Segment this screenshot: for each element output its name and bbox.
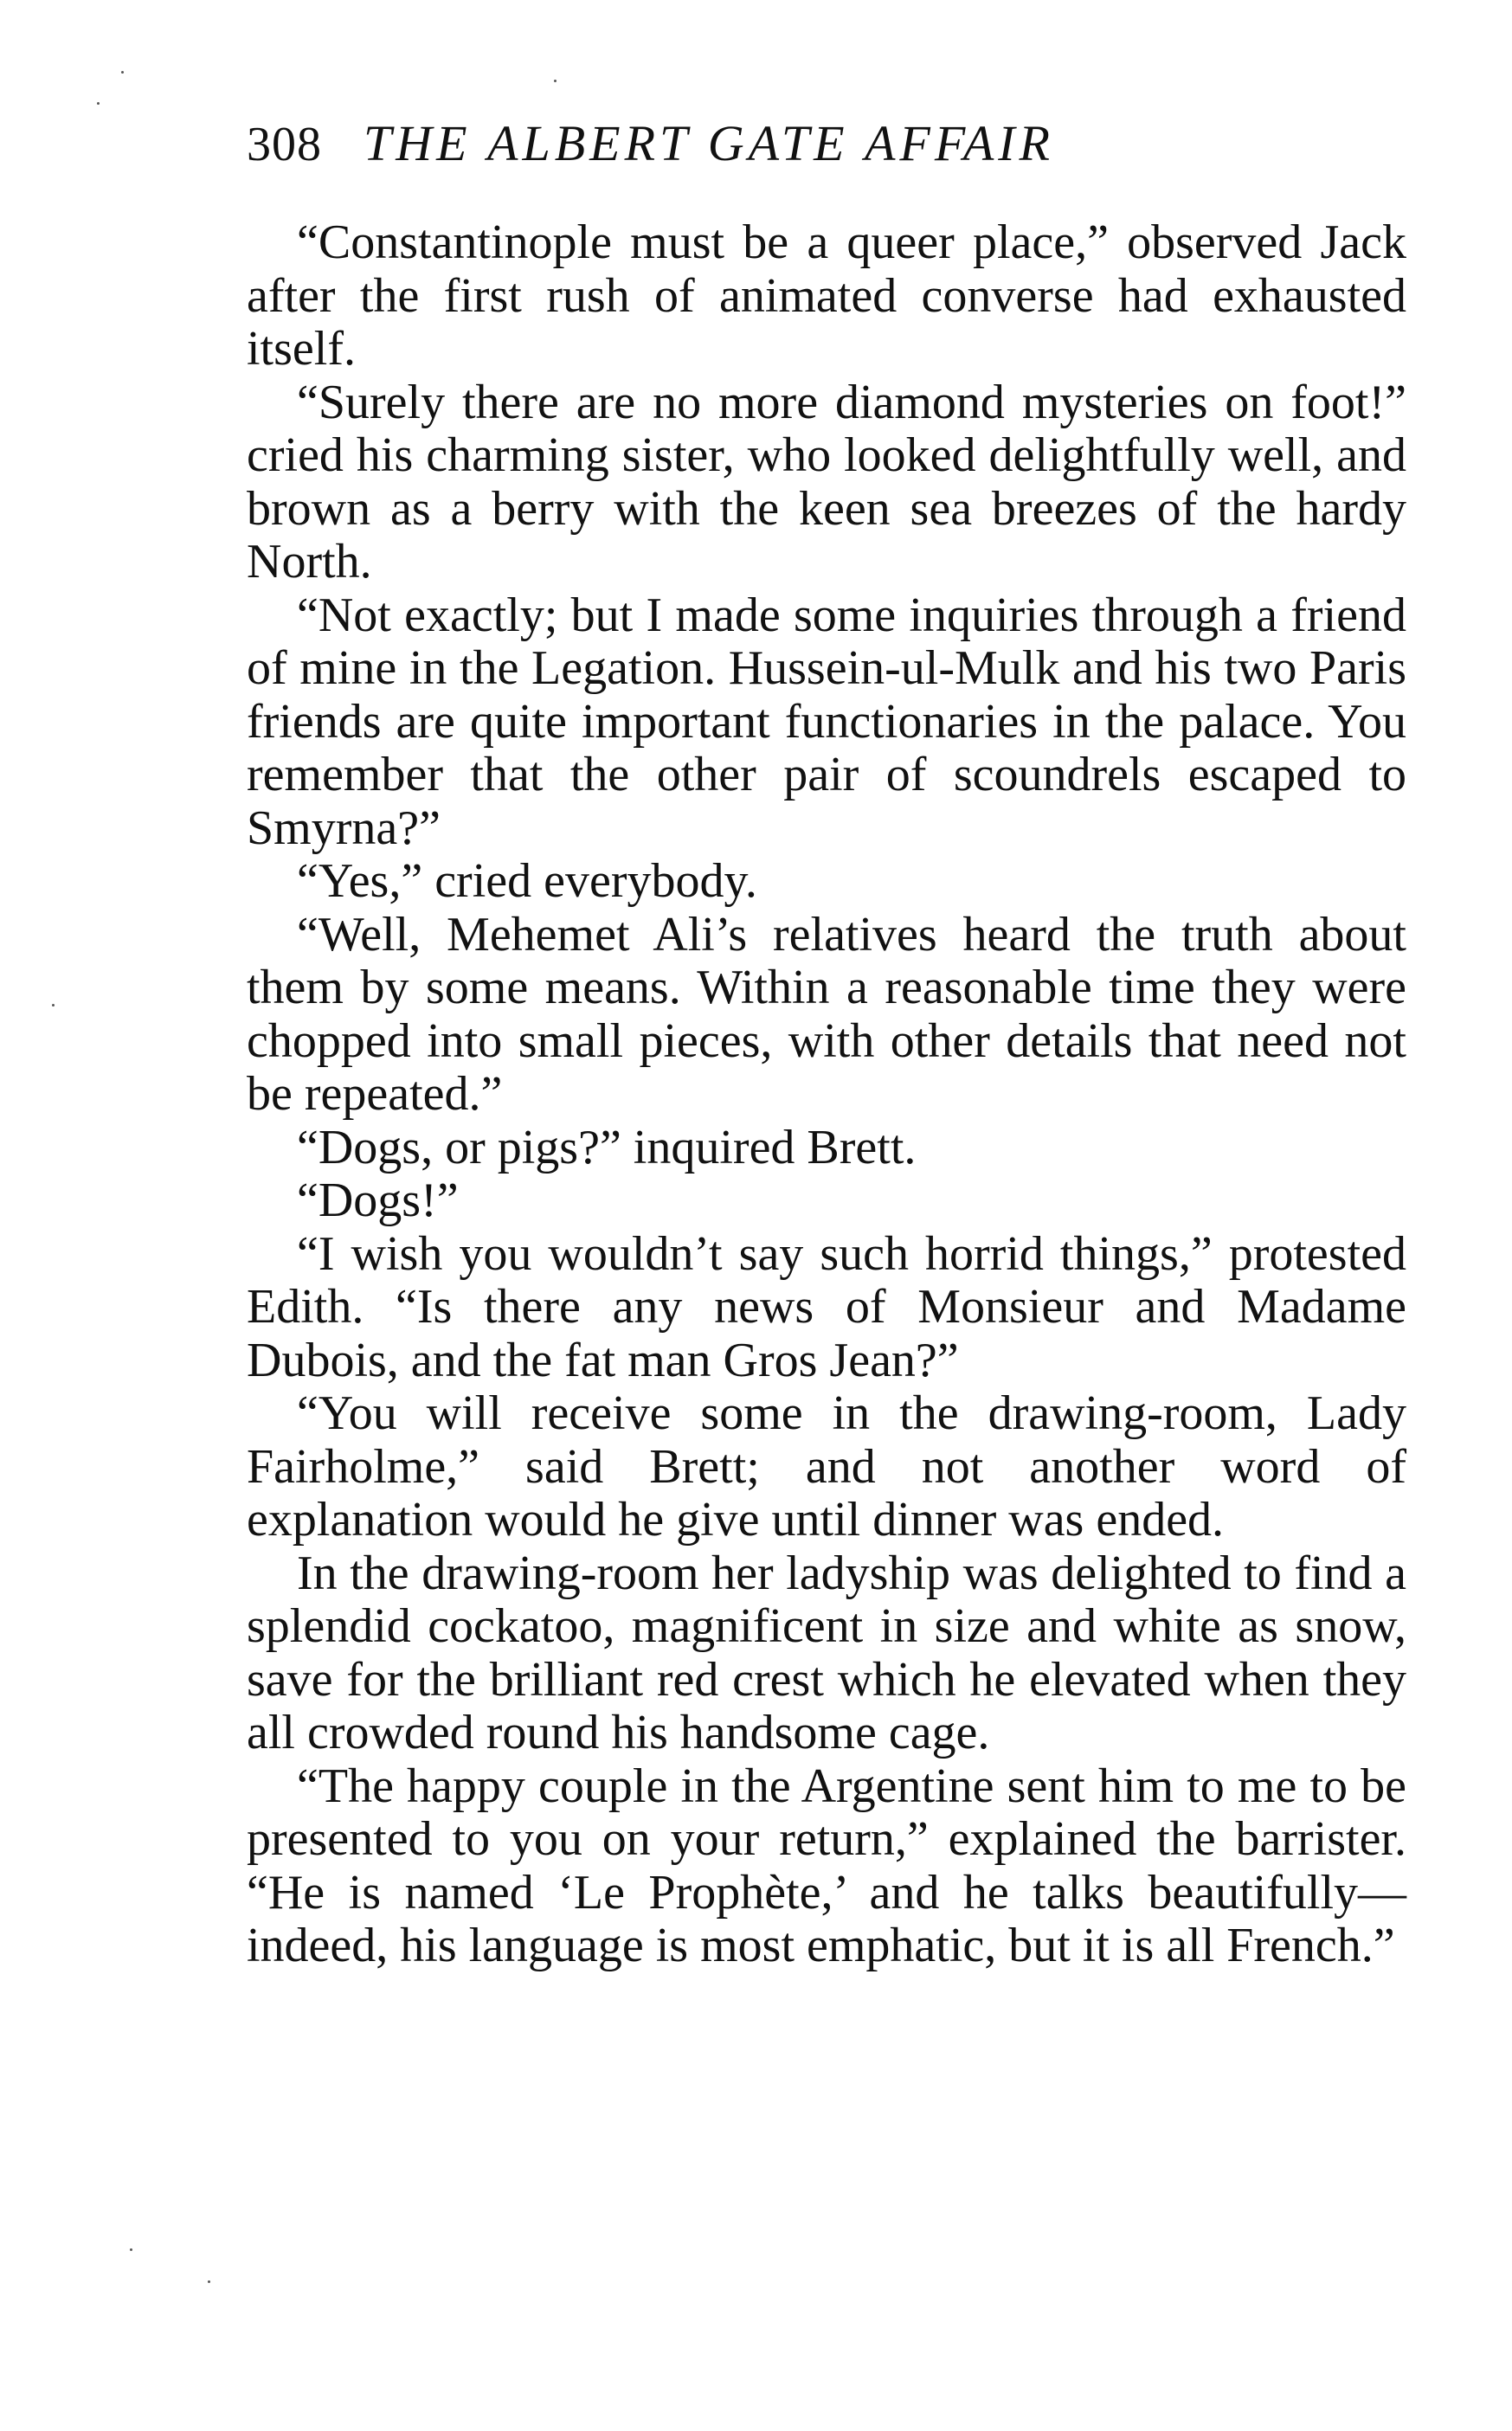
paragraph: In the drawing-room her ladyship was delighted to find a splendid cockatoo, magnificent in size and white as snow, save for the brilliant red crest which he elevated when they all crowded round his handsome cage. <box>247 1546 1406 1759</box>
scan-speck <box>554 80 557 82</box>
paragraph: “Dogs!” <box>297 1174 459 1227</box>
paragraph: “Surely there are no more diamond mysteries on foot!” cried his charming sister, who looked delightfully well, and brown as a berry with the keen sea breezes of the hardy North. <box>247 375 1406 588</box>
paragraph: “You will receive some in the drawing-room, Lady Fairholme,” said Brett; and not another word of explanation would he give until dinner was ended. <box>247 1386 1406 1547</box>
scan-speck <box>130 2248 132 2251</box>
paragraph: “I wish you wouldn’t say such horrid things,” protested Edith. “Is there any news of Monsieur and Madame Dubois, and the fat man Gros Jean?” <box>247 1226 1406 1387</box>
running-title: THE ALBERT GATE AFFAIR <box>364 115 1054 171</box>
paragraph: “The happy couple in the Argentine sent him to me to be presented to you on your return,” explained the barrister. “He is named ‘Le Prophète,’ and he talks beautifully—indeed, his language is most emphatic, but it is all French.” <box>247 1759 1406 1972</box>
scan-speck <box>208 2280 210 2283</box>
scan-speck <box>97 102 100 105</box>
paragraph: “Dogs, or pigs?” inquired Brett. <box>297 1120 917 1174</box>
page-number: 308 <box>247 118 322 171</box>
paragraph: “Well, Mehemet Ali’s relatives heard the truth about them by some means. Within a reasonable time they were chopped into small pieces, with other details that need not be repeated.” <box>247 907 1406 1121</box>
scan-speck <box>121 71 124 74</box>
paragraph: “Yes,” cried everybody. <box>297 854 757 908</box>
running-header <box>247 114 1415 183</box>
paragraph: “Not exactly; but I made some inquiries through a friend of mine in the Legation. Hussein-ul-Mulk and his two Paris friends are quite important functionaries in the palace. You remember that the other pair of scoundrels escaped to Smyrna?” <box>247 588 1406 855</box>
paragraph: “Constantinople must be a queer place,” observed Jack after the first rush of animated converse had exhausted itself. <box>247 215 1406 376</box>
scan-speck <box>52 1004 55 1006</box>
body-text <box>247 216 1406 1973</box>
